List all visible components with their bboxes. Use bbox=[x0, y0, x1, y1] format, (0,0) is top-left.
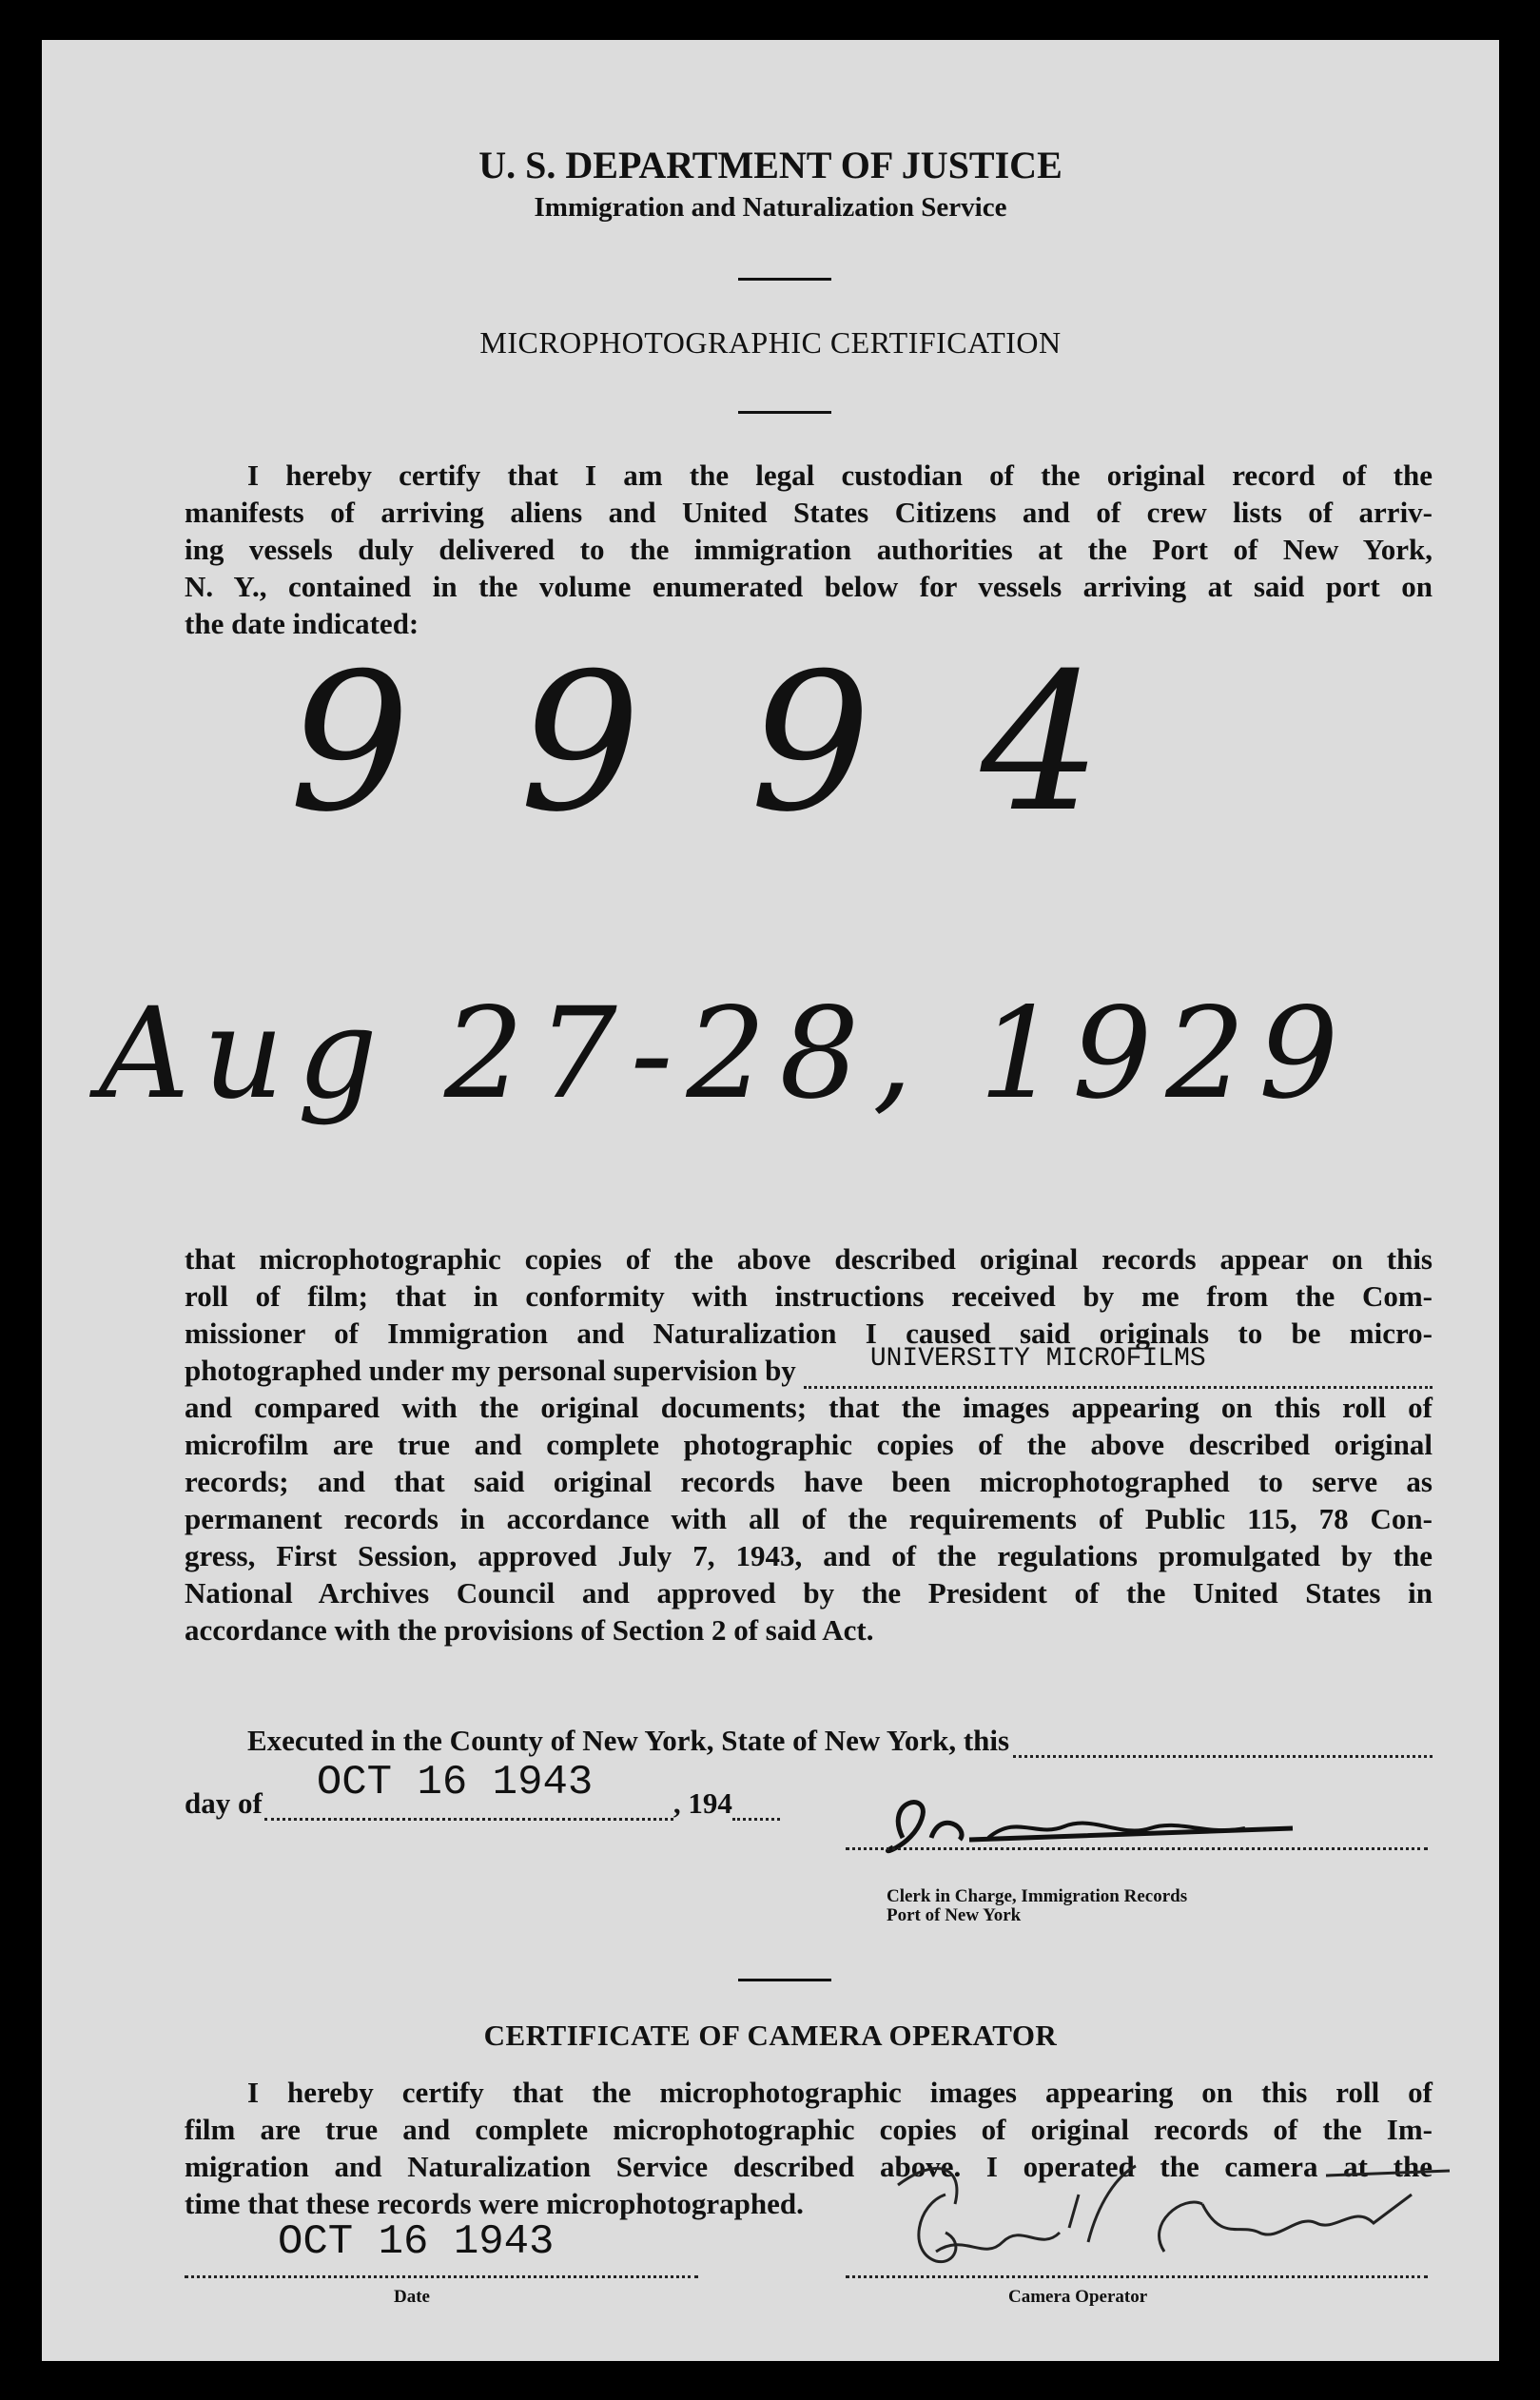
clerk-caption bbox=[887, 1887, 1187, 1925]
day-of-line: day of OCT 16 1943 , 194 bbox=[185, 1786, 869, 1821]
supervision-prefix: photographed under my personal supervision by bbox=[185, 1354, 796, 1387]
execution-day-field bbox=[1013, 1730, 1433, 1758]
supervisor-field bbox=[804, 1344, 1433, 1389]
paragraph-line: ing vessels duly delivered to the immigration authorities at the Port of New York, bbox=[185, 533, 1433, 566]
paragraph-line: I hereby certify that the microphotographic images appearing on this roll of bbox=[247, 2076, 1433, 2109]
operator-label: Camera Operator bbox=[1008, 2287, 1148, 2307]
camera-certificate-title: CERTIFICATE OF CAMERA OPERATOR bbox=[483, 2019, 1058, 2052]
paragraph-line: microfilm are true and complete photographic copies of the above described original bbox=[185, 1428, 1433, 1461]
body-paragraph bbox=[185, 1240, 1433, 1649]
divider bbox=[738, 278, 831, 281]
clerk-title: Clerk in Charge, Immigration Records bbox=[887, 1886, 1188, 1906]
paragraph-line: manifests of arriving aliens and United States Citizens and of crew lists of arriv- bbox=[185, 496, 1433, 529]
day-of-label: day of bbox=[185, 1786, 263, 1820]
execution-text: Executed in the County of New York, State of New York, this bbox=[247, 1724, 1010, 1757]
agency-title: U. S. DEPARTMENT OF JUSTICE bbox=[478, 144, 1062, 186]
date-stamp: OCT 16 1943 bbox=[316, 1759, 594, 1806]
certification-paragraph bbox=[185, 457, 1433, 642]
paragraph-line: National Archives Council and approved by the President of the United States in bbox=[185, 1576, 1433, 1610]
year-label: 194 bbox=[688, 1786, 732, 1820]
execution-line bbox=[247, 1724, 1433, 1758]
paragraph-line: roll of film; that in conformity with instructions received by me from the Com- bbox=[185, 1279, 1433, 1313]
paragraph-line: time that these records were microphotographed. bbox=[185, 2187, 804, 2220]
paragraph-line: the date indicated: bbox=[185, 607, 419, 640]
paragraph-line: and compared with the original documents; that the images appearing on this roll of bbox=[185, 1391, 1433, 1424]
year-field bbox=[732, 1793, 780, 1821]
divider bbox=[738, 1979, 831, 1981]
paragraph-line: I hereby certify that I am the legal custodian of the original record of the bbox=[247, 459, 1433, 492]
clerk-location: Port of New York bbox=[887, 1905, 1022, 1925]
supervisor-stamp: UNIVERSITY MICROFILMS bbox=[869, 1344, 1206, 1374]
paragraph-line: N. Y., contained in the volume enumerated below for vessels arriving at said port on bbox=[185, 570, 1433, 603]
divider bbox=[738, 411, 831, 414]
supervision-line bbox=[185, 1344, 1433, 1389]
paragraph-line: missioner of Immigration and Naturalization I caused said originals to be micro- bbox=[185, 1317, 1433, 1350]
date-label: Date bbox=[394, 2287, 430, 2307]
clerk-signature bbox=[846, 1781, 1378, 1876]
service-subtitle: Immigration and Naturalization Service bbox=[534, 192, 1007, 223]
operator-date-stamp: OCT 16 1943 bbox=[278, 2218, 555, 2266]
document-title: MICROPHOTOGRAPHIC CERTIFICATION bbox=[479, 325, 1062, 360]
certificate-page bbox=[42, 40, 1499, 2361]
paragraph-line: film are true and complete microphotographic copies of original records of the Im- bbox=[185, 2113, 1433, 2146]
paragraph-line: migration and Naturalization Service described above. I operated the camera at the bbox=[185, 2150, 1433, 2183]
operator-signature-line bbox=[846, 2273, 1428, 2278]
paragraph-line: accordance with the provisions of Section 2 of said Act. bbox=[185, 1613, 874, 1647]
handwritten-volume-number: 9994 bbox=[289, 633, 1211, 854]
clerk-signature-line bbox=[846, 1845, 1428, 1850]
handwritten-volume-date: Aug 27-28, 1929 bbox=[99, 981, 1353, 1127]
paragraph-line: records; and that said original records have been microphotographed to serve as bbox=[185, 1465, 1433, 1498]
date-line bbox=[185, 2273, 698, 2278]
paragraph-line: gress, First Session, approved July 7, 1943, and of the regulations promulgated by the bbox=[185, 1539, 1433, 1572]
paragraph-line: permanent records in accordance with all of the requirements of Public 115, 78 Con- bbox=[185, 1502, 1433, 1535]
paragraph-line: that microphotographic copies of the above described original records appear on this bbox=[185, 1242, 1433, 1276]
